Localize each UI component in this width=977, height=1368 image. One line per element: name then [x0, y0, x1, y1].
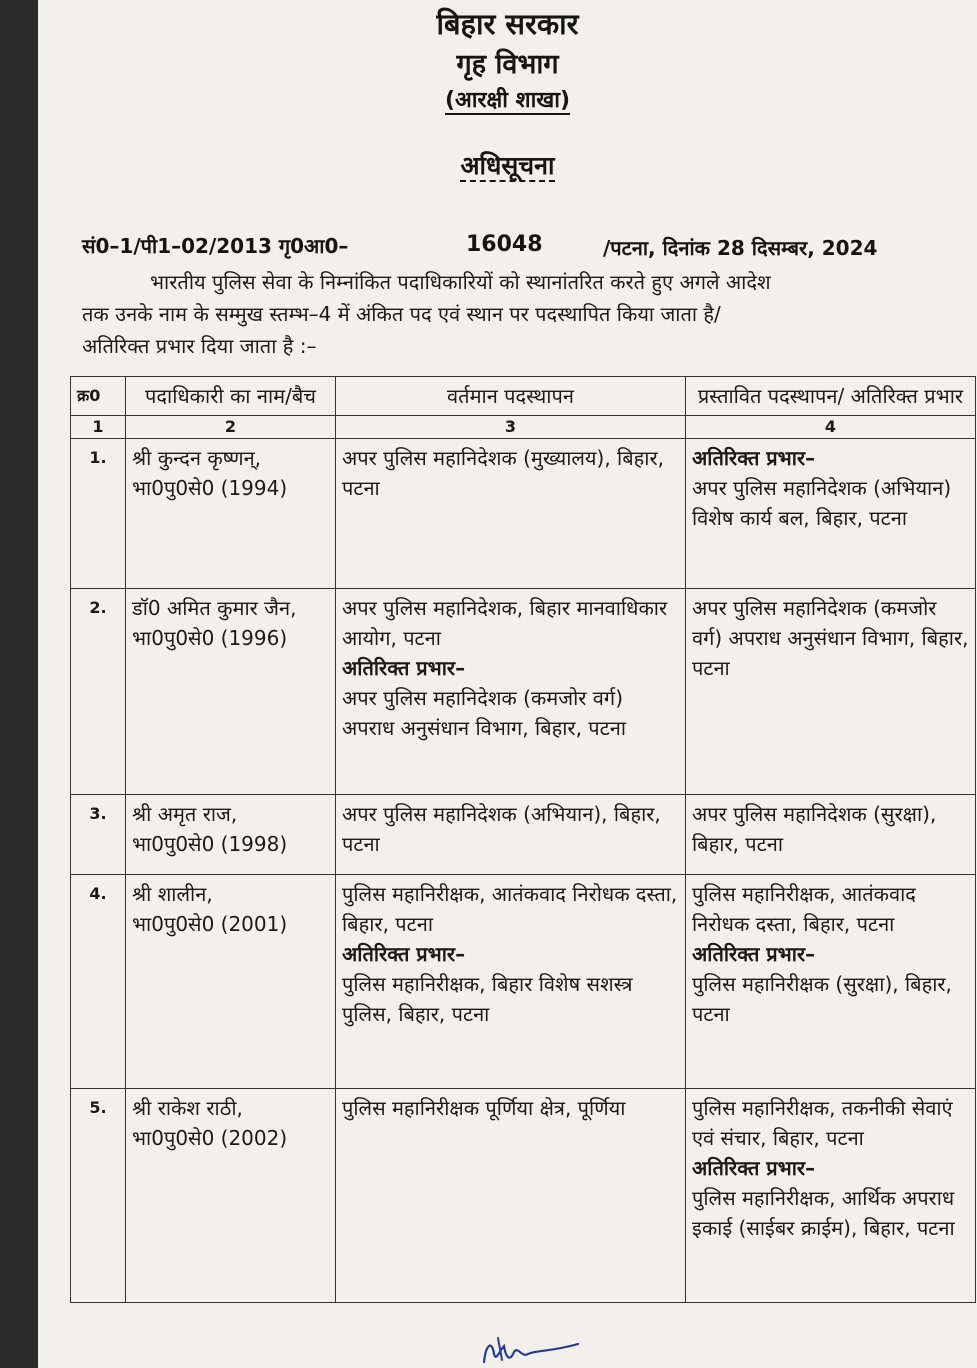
proposed-post: अपर पुलिस महानिदेशक (सुरक्षा), बिहार, पटना [692, 802, 937, 856]
table-row [71, 439, 976, 589]
column-number: 3 [336, 416, 686, 439]
current-additional-post: पुलिस महानिरीक्षक, बिहार विशेष सशस्त्र पुलिस, बिहार, पटना [342, 972, 633, 1026]
column-number-row [71, 416, 976, 439]
current-posting-cell [336, 439, 686, 589]
column-number: 2 [126, 416, 336, 439]
officer-cell [126, 875, 336, 1089]
notice-title [38, 148, 977, 182]
officer-name: श्री राकेश राठी, [132, 1096, 243, 1120]
branch-label: (आरक्षी शाखा) [444, 88, 571, 113]
officer-batch: भा0पु0से0 (1998) [132, 832, 288, 856]
additional-charge-label: अतिरिक्त प्रभार– [342, 656, 466, 680]
current-post: अपर पुलिस महानिदेशक (अभियान), बिहार, पटना [342, 802, 661, 856]
row-sn: 3. [71, 795, 126, 875]
transfer-table [70, 376, 976, 1303]
officer-cell [126, 439, 336, 589]
proposed-posting-cell [686, 875, 976, 1089]
additional-charge-label: अतिरिक्त प्रभार– [342, 942, 466, 966]
notification-page [38, 0, 977, 1368]
current-posting-cell [336, 589, 686, 795]
row-sn: 2. [71, 589, 126, 795]
column-number: 1 [71, 416, 126, 439]
intro-line-3: अतिरिक्त प्रभार दिया जाता है :– [82, 334, 317, 358]
proposed-post: अपर पुलिस महानिदेशक (कमजोर वर्ग) अपराध अनुसंधान विभाग, बिहार, पटना [692, 596, 969, 680]
officer-name: डॉ0 अमित कुमार जैन, [132, 596, 297, 620]
officer-name: श्री शालीन, [132, 882, 213, 906]
proposed-posting-cell [686, 1089, 976, 1303]
row-sn: 5. [71, 1089, 126, 1303]
proposed-posting-cell [686, 439, 976, 589]
memo-reference: सं0–1/पी1–02/2013 गृ0आ0– [82, 234, 349, 258]
current-post: अपर पुलिस महानिदेशक, बिहार मानवाधिकार आयोग, पटना [342, 596, 668, 650]
additional-charge-label: अतिरिक्त प्रभार– [692, 942, 816, 966]
current-posting-cell [336, 875, 686, 1089]
header-proposed: प्रस्तावित पदस्थापन/ अतिरिक्त प्रभार [686, 377, 976, 416]
proposed-post: पुलिस महानिरीक्षक, तकनीकी सेवाएं एवं संचार, बिहार, पटना [692, 1096, 953, 1150]
current-post: अपर पुलिस महानिदेशक (मुख्यालय), बिहार, पटना [342, 446, 664, 500]
header-name: पदाधिकारी का नाम/बैच [126, 377, 336, 416]
intro-line-2: तक उनके नाम के सम्मुख स्तम्भ–4 में अंकित पद एवं स्थान पर पदस्थापित किया जाता है/ [82, 302, 721, 326]
current-posting-cell [336, 1089, 686, 1303]
row-sn: 4. [71, 875, 126, 1089]
department-heading: गृह विभाग [456, 49, 559, 80]
proposed-additional-post: पुलिस महानिरीक्षक, आर्थिक अपराध इकाई (साईबर क्राईम), बिहार, पटना [692, 1186, 955, 1240]
table-row [71, 875, 976, 1089]
header-current: वर्तमान पदस्थापन [336, 377, 686, 416]
officer-batch: भा0पु0से0 (1996) [132, 626, 288, 650]
current-post: पुलिस महानिरीक्षक पूर्णिया क्षेत्र, पूर्णिया [342, 1096, 626, 1120]
row-sn: 1. [71, 439, 126, 589]
officer-batch: भा0पु0से0 (2001) [132, 912, 288, 936]
proposed-post: अपर पुलिस महानिदेशक (अभियान) विशेष कार्य बल, बिहार, पटना [692, 476, 952, 530]
table-row [71, 795, 976, 875]
officer-cell [126, 1089, 336, 1303]
branch-heading [38, 84, 977, 114]
proposed-posting-cell [686, 795, 976, 875]
additional-charge-label: अतिरिक्त प्रभार– [692, 1156, 816, 1180]
table-header-row [71, 377, 976, 416]
column-number: 4 [686, 416, 976, 439]
additional-charge-label: अतिरिक्त प्रभार– [692, 446, 816, 470]
officer-cell [126, 795, 336, 875]
proposed-post: पुलिस महानिरीक्षक, आतंकवाद निरोधक दस्ता, बिहार, पटना [692, 882, 916, 936]
officer-cell [126, 589, 336, 795]
officer-name: श्री अमृत राज, [132, 802, 238, 826]
intro-line-1: भारतीय पुलिस सेवा के निम्नांकित पदाधिकारियों को स्थानांतरित करते हुए अगले आदेश [150, 270, 771, 294]
intro-paragraph [82, 266, 972, 362]
government-heading: बिहार सरकार [436, 7, 579, 41]
current-post: पुलिस महानिरीक्षक, आतंकवाद निरोधक दस्ता, बिहार, पटना [342, 882, 678, 936]
current-posting-cell [336, 795, 686, 875]
table-row [71, 1089, 976, 1303]
proposed-posting-cell [686, 589, 976, 795]
officer-batch: भा0पु0से0 (2002) [132, 1126, 288, 1150]
signature-scribble [476, 1332, 586, 1368]
memo-number: 16048 [466, 232, 543, 257]
officer-name: श्री कुन्दन कृष्णन्, [132, 446, 262, 470]
current-additional-post: अपर पुलिस महानिदेशक (कमजोर वर्ग) अपराध अनुसंधान विभाग, बिहार, पटना [342, 686, 627, 740]
proposed-additional-post: पुलिस महानिरीक्षक (सुरक्षा), बिहार, पटना [692, 972, 952, 1026]
table-row [71, 589, 976, 795]
notice-title-label: अधिसूचना [460, 151, 555, 180]
header-sn: क्र0 [71, 377, 126, 416]
officer-batch: भा0पु0से0 (1994) [132, 476, 288, 500]
memo-place-date: /पटना, दिनांक 28 दिसम्बर, 2024 [603, 236, 878, 260]
